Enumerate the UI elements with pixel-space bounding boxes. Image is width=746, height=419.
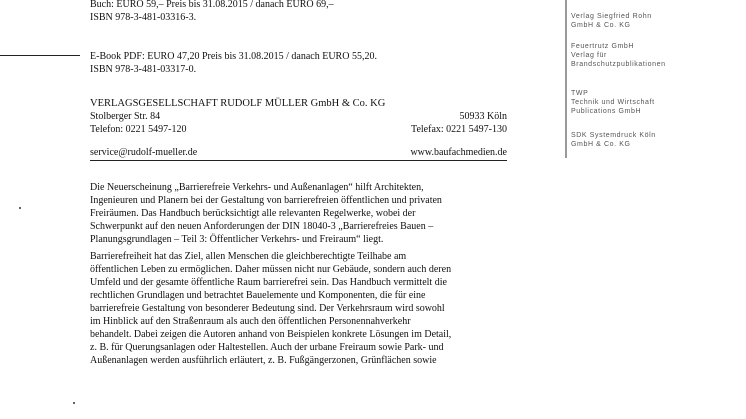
book-isbn: ISBN 978-3-481-03316-3. [90,12,197,23]
sidebar-group-twp [571,89,655,116]
margin-bullet [73,402,75,404]
sidebar-line: GmbH & Co. KG [571,141,631,148]
paragraph-line: Planungsgrundlagen – Teil 3: Öffentlicher Verkehrs- und Freiraum“ liegt. [90,234,384,245]
sidebar-line: Verlag für [571,52,607,59]
sidebar-line: SDK Systemdruck Köln [571,132,656,139]
ebook-isbn: ISBN 978-3-481-03317-0. [90,64,197,75]
sidebar-line: Publications GmbH [571,108,642,115]
intro-paragraph [90,181,550,246]
left-rule [0,55,80,56]
paragraph-line: Ingenieuren und Planern bei der Gestaltung von barrierefreien öffentlichen und privaten [90,195,442,206]
detail-paragraph [90,250,550,367]
book-price: Buch: EURO 59,– Preis bis 31.08.2015 / danach EURO 69,– [90,0,334,10]
publisher-street: Stolberger Str. 84 [90,111,161,122]
paragraph-line: im Hinblick auf den Straßenraum als auch den öffentlichen Personennahverkehr [90,316,411,327]
sidebar-line: TWP [571,90,589,97]
publisher-name: VERLAGSGESELLSCHAFT RUDOLF MÜLLER GmbH & Co. KG [90,98,386,109]
sidebar-line: GmbH & Co. KG [571,22,631,29]
ebook-price: E-Book PDF: EURO 47,20 Preis bis 31.08.2015 / danach EURO 55,20. [90,51,377,62]
sidebar-group-rohn [571,12,652,30]
paragraph-line: Freiräumen. Das Handbuch berücksichtigt alle relevanten Regelwerke, wobei der [90,208,416,219]
paragraph-line: Barrierefreiheit hat das Ziel, allen Menschen die gleichberechtigte Teilhabe am [90,251,407,262]
publisher-web-link[interactable]: www.baufachmedien.de [410,147,507,158]
sidebar-group-sdk [571,131,656,149]
paragraph-line: Umfeld und der gesamte öffentliche Raum barrierefrei sein. Das Handbuch vermittelt die [90,277,447,288]
sidebar-line: Technik und Wirtschaft [571,99,655,106]
publisher-phone: Telefon: 0221 5497-120 [90,124,187,135]
sidebar-group-feuertrutz [571,42,666,69]
paragraph-line: z. B. für Querungsanlagen oder Haltestellen. Auch der urbane Freiraum sowie Park- und [90,342,444,353]
sidebar-divider [565,0,567,158]
paragraph-line: Die Neuerscheinung „Barrierefreie Verkehrs- und Außenanlagen“ hilft Architekten, [90,182,424,193]
paragraph-line: Schwerpunkt auf den neuen Anforderungen der DIN 18040-3 „Barrierefreies Bauen – [90,221,434,232]
sidebar-line: Verlag Siegfried Rohn [571,13,652,20]
publisher-fax: Telefax: 0221 5497-130 [411,124,507,135]
paragraph-line: öffentlichen Leben zu ermöglichen. Daher müssen nicht nur Gebäude, sondern auch deren [90,264,452,275]
paragraph-line: behandelt. Dabei zeigen die Autoren anhand von Beispielen konkrete Lösungen im Detail, [90,329,452,340]
publisher-city: 50933 Köln [459,111,507,122]
paragraph-line: Außenanlagen werden ausführlich erläutert, z. B. Fußgängerzonen, Grünflächen sowie [90,355,437,366]
paragraph-line: barrierefreie Gestaltung von besonderer Bedeutung sind. Der Verkehrsraum wird sowohl [90,303,445,314]
publisher-email-link[interactable]: service@rudolf-mueller.de [90,147,198,158]
sidebar-line: Feuertrutz GmbH [571,43,635,50]
publisher-underline [90,160,507,161]
margin-bullet [19,207,21,209]
sidebar-line: Brandschutzpublikationen [571,61,666,68]
paragraph-line: rechtlichen Grundlagen und betrachtet Bauelemente und Komponenten, die für eine [90,290,426,301]
